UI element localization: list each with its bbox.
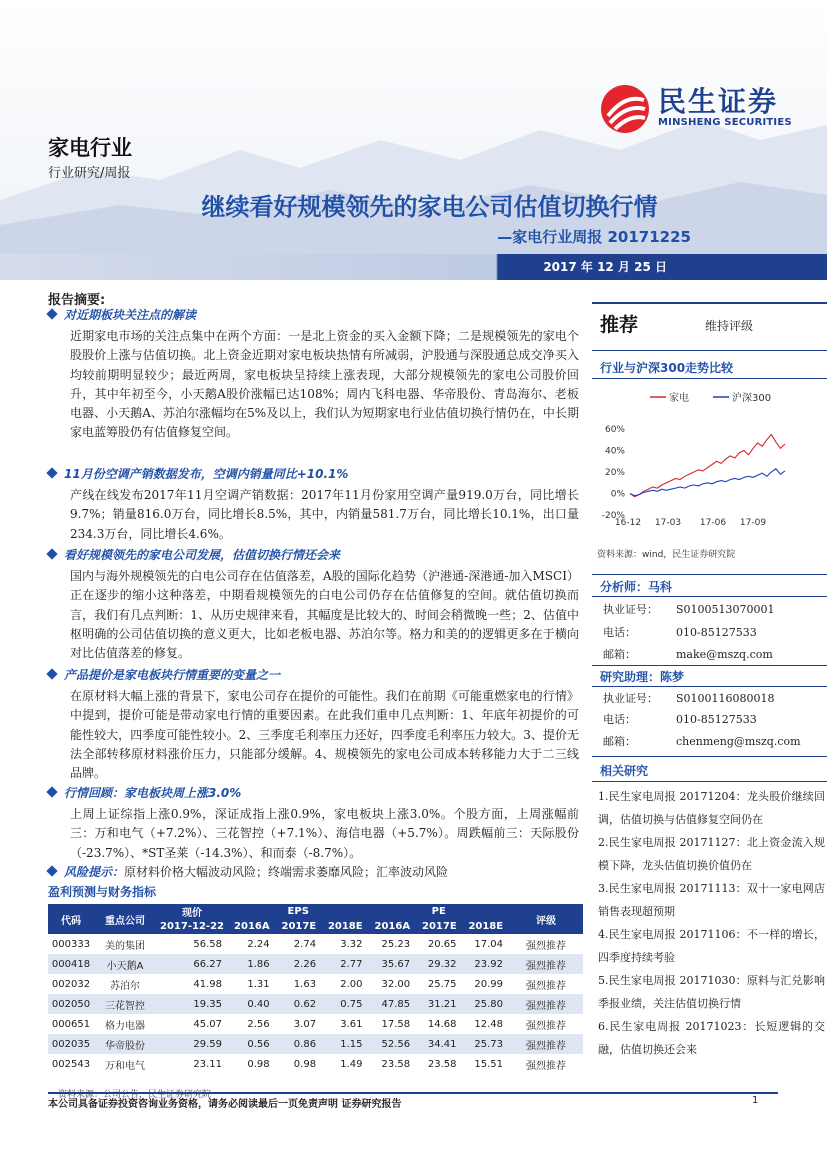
- table-cell: 强烈推荐: [509, 1034, 583, 1054]
- table-cell: 56.58: [193, 938, 222, 950]
- table-cell: 23.58: [427, 1058, 457, 1070]
- divider: [592, 574, 827, 575]
- table-cell: 20.99: [474, 978, 503, 990]
- col-code: 代码: [48, 904, 94, 934]
- analyst-title: 分析师：马科: [600, 580, 673, 594]
- table-cell: 23.11: [193, 1058, 222, 1070]
- divider: [592, 350, 827, 351]
- chart-x-axis: [615, 518, 766, 528]
- fin-table: [48, 904, 583, 1074]
- chart-series: [630, 434, 785, 496]
- table-cell: 002032: [51, 978, 91, 990]
- table-cell: 强烈推荐: [526, 980, 566, 992]
- summary-section-4: [48, 666, 583, 783]
- table-cell: 14.68: [427, 1018, 457, 1030]
- table-cell: 0.86: [276, 1034, 322, 1054]
- col-price-date: 2017-12-22: [156, 919, 228, 934]
- assistant-phone: 电话： 010-85127533: [603, 713, 757, 726]
- table-cell: 强烈推荐: [509, 994, 583, 1014]
- table-cell: 52.56: [368, 1034, 416, 1054]
- x-tick-label: 17-09: [739, 518, 767, 528]
- col-pe: PE: [368, 904, 509, 919]
- x-tick-label: 16-12: [614, 518, 642, 528]
- assistant-email[interactable]: 邮箱： chenmeng@mszq.com: [603, 735, 801, 748]
- table-cell: 1.31: [247, 978, 270, 990]
- table-cell: 17.04: [474, 938, 503, 950]
- table-cell: 45.07: [193, 1018, 222, 1030]
- footer-disclaimer: 本公司具备证券投资咨询业务资格，请务必阅读最后一页免责声明 证券研究报告: [48, 1099, 402, 1110]
- col-year: 2017E: [416, 919, 462, 934]
- bullet-diamond-icon: [46, 467, 57, 478]
- table-cell: 000651: [51, 1018, 91, 1030]
- col-company: 重点公司: [94, 904, 156, 934]
- table-cell: 强烈推荐: [526, 1060, 566, 1072]
- table-cell: 强烈推荐: [509, 954, 583, 974]
- table-cell: 002543: [51, 1058, 91, 1070]
- section-heading: 行情回顾：家电板块周上涨3.0%: [64, 786, 242, 800]
- table-cell: 23.58: [381, 1058, 411, 1070]
- table-cell: 15.51: [474, 1058, 503, 1070]
- table-cell: 3.07: [293, 1018, 317, 1030]
- series-line-1: [630, 469, 785, 496]
- table-cell: 41.98: [193, 978, 222, 990]
- x-tick-label: 17-03: [654, 518, 682, 528]
- divider: [592, 756, 827, 757]
- section-heading: 产品提价是家电板块行情重要的变量之一: [64, 668, 281, 682]
- col-eps: EPS: [228, 904, 368, 919]
- table-cell: 1.63: [293, 978, 317, 990]
- summary-section-5: [48, 784, 583, 863]
- table-cell: 000418: [48, 954, 94, 974]
- table-row: [48, 954, 583, 974]
- chart-source: 资料来源：wind，民生证券研究院: [597, 550, 736, 560]
- table-cell: 1.86: [228, 954, 276, 974]
- table-cell: 2.77: [322, 954, 368, 974]
- summary-section-1: [48, 306, 583, 443]
- section-body: 在原材料大幅上涨的背景下，家电公司存在提价的可能性。我们在前期《可能重燃家电的行情》中提到，提价可能是带动家电行情的重要因素。在此我们重申几点判断：1、年底年初提价的可能性较大，四季度可能性较小。2、三季度毛利率压力还好，四季度毛利率压力较大。3、提价无法全部转移原材料涨价压力，只能部分缓解。4、规模领先的家电公司成本转移能力大于二三线品牌。: [70, 689, 579, 781]
- report-title: 继续看好规模领先的家电公司估值切换行情: [201, 193, 658, 221]
- col-year: 2018E: [322, 919, 368, 934]
- section-heading: 看好规模领先的家电公司发展，估值切换行情还会来: [64, 548, 341, 562]
- table-row: [48, 1054, 583, 1074]
- bullet-diamond-icon: [46, 548, 57, 559]
- divider: [592, 596, 827, 597]
- divider: [592, 665, 827, 666]
- bullet-diamond-icon: [46, 668, 57, 679]
- related-list: [592, 785, 827, 1061]
- y-tick-label: -20%: [601, 511, 625, 521]
- table-cell: 002035: [48, 1034, 94, 1054]
- section-body: 近期家电市场的关注点集中在两个方面：一是北上资金的买入金额下降；二是规模领先的家电个股股价上涨与估值切换。北上资金近期对家电板块热情有所减弱，沪股通与深股通总成交净买入均较前期明显较少；最近两周，家电板块呈持续上涨表现，大部分规模领先的家电公司股价回升，其中年初至今，小天鹅A股价涨幅已达108%；周内飞科电器、华帝股份、青岛海尔、老板电器、小天鹅A、苏泊尔涨幅均在5%及以上，我们认为短期家电行业估值切换行情仍在，中长期家电蓝筹股仍有估值修复空间。: [70, 329, 579, 440]
- assistant-title: 研究助理：陈梦: [600, 670, 685, 684]
- table-row: [48, 994, 583, 1014]
- section-heading: 对近期板块关注点的解读: [64, 308, 197, 322]
- report-date: 2017 年 12 月 25 日: [543, 260, 667, 274]
- table-cell: 23.92: [463, 954, 509, 974]
- table-row: [48, 1034, 583, 1054]
- col-rating: 评级: [509, 904, 583, 934]
- table-cell: 47.85: [368, 994, 416, 1014]
- table-row: [48, 1014, 583, 1034]
- table-cell: 强烈推荐: [526, 1020, 566, 1032]
- rating-sub: 维持评级: [705, 319, 754, 333]
- table-cell: 19.35: [156, 994, 228, 1014]
- table-cell: 3.32: [340, 938, 363, 950]
- chart-title: 行业与沪深300走势比较: [600, 361, 734, 375]
- table-row: [48, 934, 583, 954]
- table-cell: 25.73: [463, 1034, 509, 1054]
- divider: [592, 781, 827, 782]
- legend-label: 沪深300: [732, 393, 772, 404]
- table-cell: 12.48: [474, 1018, 503, 1030]
- page-number: 1: [752, 1095, 759, 1106]
- table-cell: 29.32: [416, 954, 462, 974]
- fin-table-source: 资料来源：公司公告，民生证券研究院: [58, 1090, 212, 1100]
- trend-chart: [595, 385, 795, 530]
- related-item[interactable]: 2.民生家电周报 20171127：北上资金流入规模下降，龙头估值切换价值仍在: [598, 836, 825, 872]
- related-item[interactable]: 6.民生家电周报 20171023：长短逻辑的交融，估值切换还会来: [598, 1020, 825, 1056]
- related-item[interactable]: 5.民生家电周报 20171030：原料与汇兑影响季报业绩，关注估值切换行情: [598, 974, 825, 1010]
- table-cell: 66.27: [156, 954, 228, 974]
- related-title: 相关研究: [600, 764, 649, 778]
- assistant-license: 执业证号： S0100116080018: [603, 692, 775, 705]
- summary-section-3: [48, 546, 583, 663]
- section-body: 上周上证综指上涨0.9%，深证成指上涨0.9%，家电板块上涨3.0%。个股方面，上周涨幅前三：万和电气（+7.2%）、三花智控（+7.1%）、海信电器（+5.7%）。周跌幅前三：天际股份（-23.7%）、*ST圣莱（-14.3%）、和而泰（-8.7%）。: [70, 807, 579, 860]
- summary-label: 报告摘要:: [48, 293, 106, 308]
- minsheng-logo-icon: [600, 84, 650, 134]
- section-body: 国内与海外规模领先的白电公司存在估值落差，A股的国际化趋势（沪港通-深港通-加入MSCI）正在逐步的缩小这种落差，中期看规模领先的白电公司仍存在估值修复的空间。就估值切换而言，我们有几点判断：1、从历史规律来看，其幅度是比较大的、时间会稍微晚一些；2、估值中枢明确的公司估值切换的意义更大，比如老板电器、苏泊尔等。格力和美的的逻辑更多在于横向对比估值落差的修复。: [70, 569, 579, 661]
- risk-text: 原材料价格大幅波动风险；终端需求萎靡风险；汇率波动风险: [124, 865, 449, 879]
- table-cell: 苏泊尔: [110, 980, 140, 992]
- x-tick-label: 17-06: [699, 518, 727, 528]
- section-body: 产线在线发布2017年11月空调产销数据：2017年11月份家用空调产量919.0万台，同比增长9.7%；销量816.0万台，同比增长8.5%，其中，内销量581.7万台，同比增长10.1%，出口量234.3万台，同比增长4.6%。: [70, 488, 579, 541]
- brand-name-en: MINSHENG SECURITIES: [658, 117, 792, 128]
- footer-divider: [48, 1092, 778, 1094]
- y-tick-label: 60%: [604, 425, 625, 435]
- chart-legend: [650, 391, 771, 404]
- table-cell: 美的集团: [105, 940, 145, 952]
- table-cell: 0.56: [228, 1034, 276, 1054]
- rating-main: 推荐: [600, 314, 639, 336]
- col-year: 2016A: [228, 919, 276, 934]
- analyst-phone: 电话： 010-85127533: [603, 626, 757, 639]
- table-row: [48, 974, 583, 994]
- table-cell: 三花智控: [94, 994, 156, 1014]
- table-cell: 2.56: [247, 1018, 270, 1030]
- table-cell: 25.80: [463, 994, 509, 1014]
- related-item[interactable]: 4.民生家电周报 20171106：不一样的增长，四季度持续考验: [598, 928, 825, 964]
- table-cell: 格力电器: [105, 1020, 145, 1032]
- y-tick-label: 20%: [604, 468, 625, 478]
- report-type: 行业研究/周报: [48, 166, 131, 181]
- table-cell: 2.00: [340, 978, 363, 990]
- table-cell: 1.49: [340, 1058, 363, 1070]
- table-cell: 20.65: [427, 938, 457, 950]
- table-cell: 34.41: [416, 1034, 462, 1054]
- bullet-diamond-icon: [46, 865, 57, 876]
- table-cell: 002050: [48, 994, 94, 1014]
- table-cell: 0.98: [293, 1058, 317, 1070]
- date-bar: [0, 254, 827, 280]
- bullet-diamond-icon: [46, 786, 57, 797]
- table-cell: 25.75: [427, 978, 457, 990]
- report-subtitle: —家电行业周报 20171225: [497, 228, 691, 246]
- bullet-diamond-icon: [46, 308, 57, 319]
- table-cell: 32.00: [381, 978, 411, 990]
- divider: [592, 378, 827, 379]
- table-cell: 2.26: [276, 954, 322, 974]
- industry-label: 家电行业: [48, 136, 132, 160]
- table-cell: 25.23: [381, 938, 411, 950]
- col-year: 2018E: [463, 919, 509, 934]
- table-cell: 0.98: [247, 1058, 270, 1070]
- series-line-0: [630, 434, 785, 496]
- risk-notice: [48, 863, 583, 880]
- table-cell: 2.24: [247, 938, 270, 950]
- col-year: 2017E: [276, 919, 322, 934]
- table-cell: 0.75: [322, 994, 368, 1014]
- y-tick-label: 40%: [604, 446, 625, 457]
- table-cell: 1.15: [322, 1034, 368, 1054]
- col-price: 现价: [156, 904, 228, 919]
- table-cell: 小天鹅A: [94, 954, 156, 974]
- chart-y-axis: [602, 425, 626, 521]
- table-cell: 万和电气: [105, 1060, 145, 1072]
- fin-table-title: 盈利预测与财务指标: [48, 885, 157, 899]
- table-cell: 2.74: [293, 938, 317, 950]
- y-tick-label: 0%: [610, 489, 625, 500]
- header-mountain-background: [0, 0, 827, 262]
- summary-section-2: [48, 465, 583, 544]
- table-cell: 000333: [51, 938, 91, 950]
- divider: [592, 686, 827, 687]
- table-cell: 35.67: [368, 954, 416, 974]
- table-cell: 强烈推荐: [526, 940, 566, 952]
- table-cell: 0.62: [276, 994, 322, 1014]
- section-heading: 11月份空调产销数据发布，空调内销量同比+10.1%: [64, 467, 349, 481]
- table-cell: 0.40: [228, 994, 276, 1014]
- related-item[interactable]: 3.民生家电周报 20171113：双十一家电网店销售表现超预期: [598, 882, 825, 918]
- table-cell: 17.58: [381, 1018, 411, 1030]
- col-year: 2016A: [368, 919, 416, 934]
- table-cell: 华帝股份: [94, 1034, 156, 1054]
- table-cell: 31.21: [416, 994, 462, 1014]
- table-cell: 3.61: [340, 1018, 363, 1030]
- risk-heading: 风险提示：: [64, 865, 125, 879]
- legend-label: 家电: [669, 393, 689, 404]
- related-item[interactable]: 1.民生家电周报 20171204：龙头股价继续回调，估值切换与估值修复空间仍在: [598, 790, 825, 826]
- analyst-email[interactable]: 邮箱： make@mszq.com: [603, 648, 773, 661]
- table-cell: 29.59: [156, 1034, 228, 1054]
- brand-name-cn: 民生证券: [658, 85, 779, 118]
- analyst-license: 执业证号： S0100513070001: [603, 603, 775, 616]
